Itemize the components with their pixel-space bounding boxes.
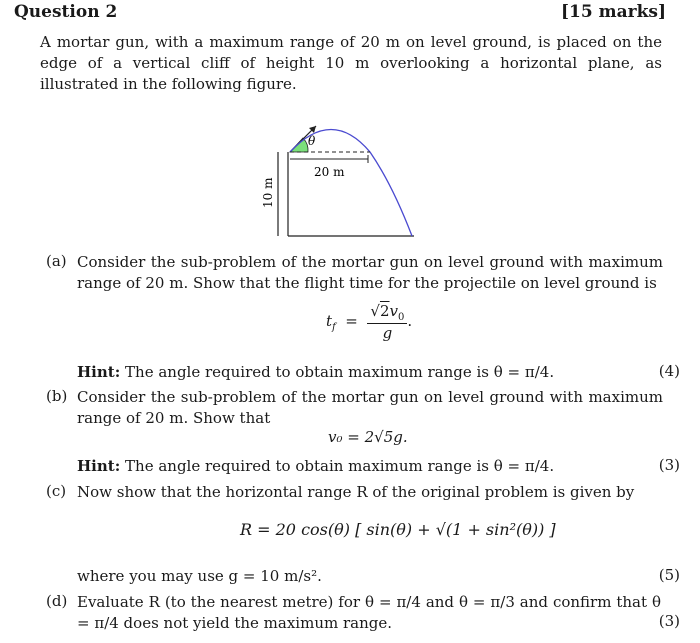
eq-lhs-subscript: f: [332, 322, 336, 333]
eq-lhs: t: [326, 312, 333, 330]
hint-label: Hint:: [77, 363, 121, 381]
eq-fraction: $\frac{√2v_0}{g}$: [367, 302, 407, 342]
part-b-equation: v₀ = 2√5g.: [328, 428, 408, 446]
part-b-marks: (3): [658, 456, 680, 474]
part-b-text: Consider the sub-problem of the mortar gun on level ground with maximum range of 20 m. Show that: [77, 388, 663, 427]
height-label: 10 m: [261, 177, 275, 208]
part-b-hint: [77, 456, 554, 477]
part-c-marks: (5): [658, 566, 680, 584]
question-title: Question 2: [14, 2, 118, 22]
total-marks: [15 marks]: [561, 2, 666, 22]
part-a-equation: $t_f$ = $\frac{√2v_0}{g}$ .: [326, 302, 413, 342]
part-a-label: (a): [46, 252, 67, 270]
eq-var-sub: 0: [398, 312, 405, 323]
part-b-label: (b): [46, 387, 68, 405]
part-c-equation: R = 20 cos(θ) [ sin(θ) + √(1 + sin²(θ)) ]: [240, 520, 556, 539]
range-label: 20 m: [314, 165, 345, 179]
part-a-hint: [77, 362, 554, 383]
part-d-label: (d): [46, 592, 68, 610]
cliff-trajectory-figure: [252, 112, 422, 242]
part-a-text: Consider the sub-problem of the mortar gun on level ground with maximum range of 20 m. Show that the flight time for the projectile on level ground is: [77, 253, 663, 292]
eq-denominator: g: [382, 324, 393, 342]
hint-text: The angle required to obtain maximum range is θ = π/4.: [125, 457, 555, 475]
hint-text: The angle required to obtain maximum range is θ = π/4.: [125, 363, 555, 381]
intro-paragraph: A mortar gun, with a maximum range of 20 m on level ground, is placed on the edge of a vertical cliff of height 10 m overlooking a horizontal plane, as illustrated in the following figure.: [40, 33, 662, 93]
theta-label: θ: [308, 134, 316, 148]
part-d-marks: (3): [658, 612, 680, 630]
hint-label: Hint:: [77, 457, 121, 475]
part-d-text: Evaluate R (to the nearest metre) for θ = π/4 and θ = π/3 and confirm that θ = π/4 does not yield the maximum range.: [77, 593, 661, 632]
part-c-label: (c): [46, 482, 67, 500]
eq-radicand: 2: [379, 302, 390, 320]
part-c-text: Now show that the horizontal range R of the original problem is given by: [77, 483, 635, 501]
part-c-note: where you may use g = 10 m/s².: [77, 567, 322, 585]
part-a-marks: (4): [658, 362, 680, 380]
eq-var: v: [389, 302, 398, 320]
